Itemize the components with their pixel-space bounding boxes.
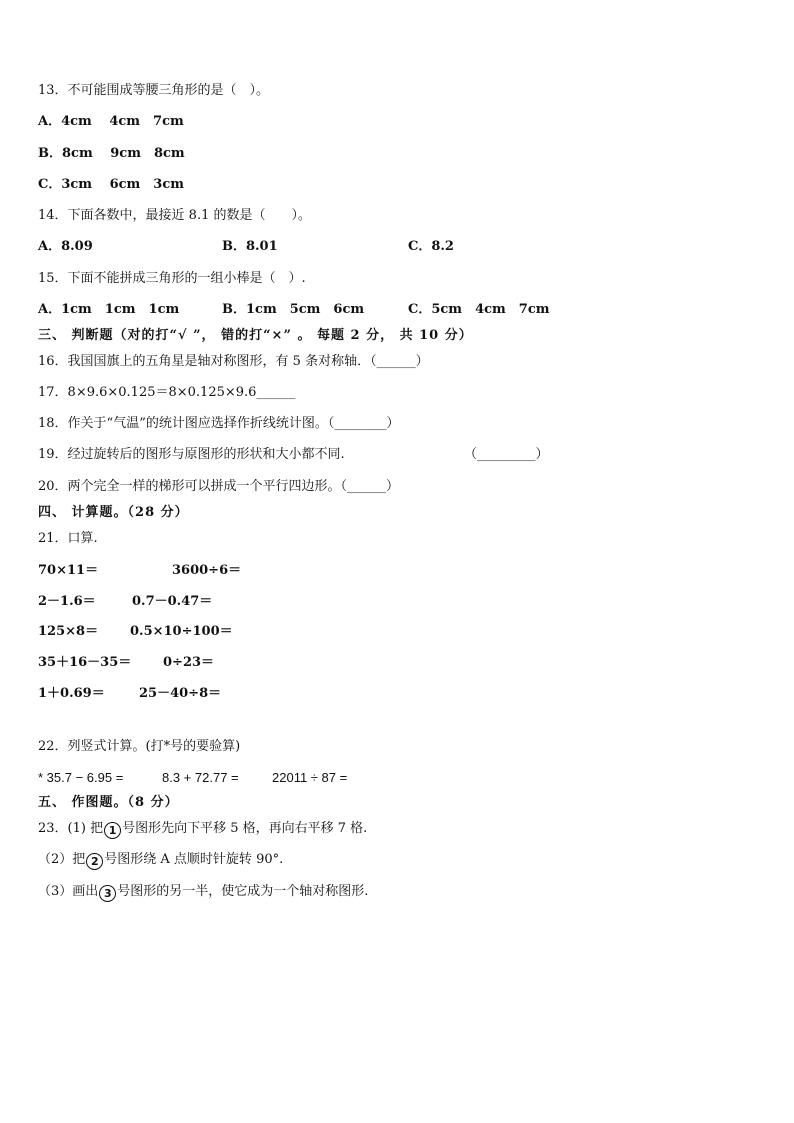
q22-stem: 22．列竖式计算。(打*号的要验算) [38,739,241,754]
circled-number-1: 1 [104,822,121,839]
q21-item: 0÷23＝ [163,655,215,670]
q22-item: * 35.7 − 6.95 = [38,770,124,785]
q14-stem: 14．下面各数中，最接近 8.1 的数是（ ）。 [38,208,311,223]
section3-title: 三、 判断题（对的打“√ ”， 错的打“×” 。 每题 2 分， 共 10 分） [38,328,473,343]
q23-part3-prefix: （3）画出 [38,884,99,899]
q23-part3 [38,884,368,902]
q22-item: 22011 ÷ 87 = [272,770,348,785]
q17-text: 17．8×9.6×0.125＝8×0.125×9.6______ [38,385,296,400]
q13-option-c: C．3cm 6cm 3cm [38,177,185,192]
q15-option-b: B．1cm 5cm 6cm [222,302,365,317]
q21-item: 1＋0.69＝ [38,686,105,701]
q19-answer-blank: （_________） [464,447,549,462]
q23-part2-text: 号图形绕 A 点顺时针旋转 90°. [104,852,284,867]
q21-item: 35＋16－35＝ [38,655,132,670]
section4-title: 四、 计算题。（28 分） [38,505,189,520]
section5-title: 五、 作图题。（8 分） [38,795,179,810]
q23-part1-prefix: 23．(1) 把 [38,821,104,836]
q18-text: 18．作关于“气温”的统计图应选择作折线统计图。（________） [38,416,400,431]
q21-item: 0.5×10÷100＝ [130,624,233,639]
q23-part1 [38,821,367,839]
q15-stem: 15．下面不能拼成三角形的一组小棒是（ ）. [38,271,306,286]
q15-option-a: A．1cm 1cm 1cm [38,302,180,317]
q21-item: 125×8＝ [38,624,99,639]
q14-option-b: B．8.01 [222,239,278,254]
q16-text: 16．我国国旗上的五角星是轴对称图形，有 5 条对称轴．（______） [38,354,429,369]
q15-option-c: C．5cm 4cm 7cm [408,302,550,317]
q23-part2-prefix: （2）把 [38,852,86,867]
q21-stem: 21．口算. [38,531,98,546]
q23-part1-text: 号图形先向下平移 5 格，再向右平移 7 格. [122,821,368,836]
q23-part3-text: 号图形的另一半，使它成为一个轴对称图形. [117,884,369,899]
q13-option-a: A．4cm 4cm 7cm [38,114,184,129]
q20-text: 20．两个完全一样的梯形可以拼成一个平行四边形。（______） [38,479,400,494]
q21-item: 25－40÷8＝ [139,686,222,701]
q21-item: 2－1.6＝ [38,594,96,609]
q19-text: 19．经过旋转后的图形与原图形的形状和大小都不同. [38,447,345,462]
q14-option-a: A．8.09 [38,239,93,254]
q21-item: 0.7－0.47＝ [132,594,213,609]
q21-item: 70×11＝ [38,563,99,578]
q22-item: 8.3 + 72.77 = [162,770,239,785]
q13-stem: 13．不可能围成等腰三角形的是（ ）。 [38,83,270,98]
circled-number-3: 3 [99,885,116,902]
circled-number-2: 2 [86,853,103,870]
q13-option-b: B．8cm 9cm 8cm [38,146,185,161]
q21-item: 3600÷6＝ [172,563,242,578]
q14-option-c: C．8.2 [408,239,454,254]
q23-part2 [38,852,283,870]
